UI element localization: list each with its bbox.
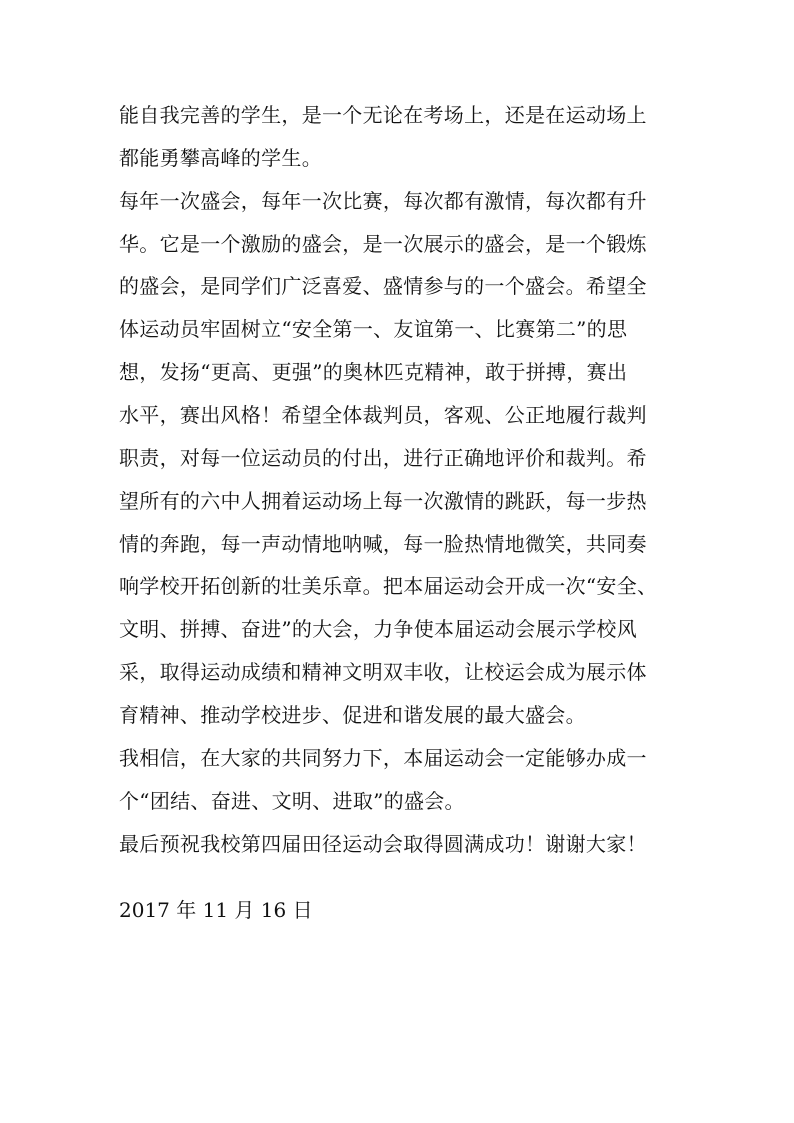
text-line-12: 响学校开拓创新的壮美乐章。把本届运动会开成一次“安全、 <box>119 574 658 598</box>
text-line-8: 水平，赛出风格！希望全体裁判员，客观、公正地履行裁判 <box>119 403 647 427</box>
text-line-18: 最后预祝我校第四届田径运动会取得圆满成功！谢谢大家！ <box>119 832 647 856</box>
text-line-1: 能自我完善的学生，是一个无论在考场上，还是在运动场上 <box>119 103 647 127</box>
text-line-9: 职责，对每一位运动员的付出，进行正确地评价和裁判。希 <box>119 446 647 470</box>
text-line-4: 华。它是一个激励的盛会，是一次展示的盛会，是一个锻炼 <box>119 232 647 256</box>
text-line-10: 望所有的六中人拥着运动场上每一次激情的跳跃，每一步热 <box>119 489 647 513</box>
text-line-14: 采，取得运动成绩和精神文明双丰收，让校运会成为展示体 <box>119 660 647 684</box>
text-line-13: 文明、拼搏、奋进”的大会，力争使本届运动会展示学校风 <box>119 617 638 641</box>
text-line-15: 育精神、推动学校进步、促进和谐发展的最大盛会。 <box>119 703 586 727</box>
text-line-5: 的盛会，是同学们广泛喜爱、盛情参与的一个盛会。希望全 <box>119 274 647 298</box>
text-line-3: 每年一次盛会，每年一次比赛，每次都有激情，每次都有升 <box>119 189 647 213</box>
text-line-6: 体运动员牢固树立“安全第一、友谊第一、比赛第二”的思 <box>119 317 628 341</box>
text-line-11: 情的奔跑，每一声动情地呐喊，每一脸热情地微笑，共同奏 <box>119 532 647 556</box>
text-line-16: 我相信，在大家的共同努力下，本届运动会一定能够办成一 <box>119 746 647 770</box>
text-line-7: 想，发扬“更高、更强”的奥林匹克精神，敢于拼搏，赛出 <box>119 360 628 384</box>
text-line-17: 个“团结、奋进、文明、进取”的盛会。 <box>119 789 465 813</box>
document-date: 2017 年 11 月 16 日 <box>119 898 313 922</box>
text-line-2: 都能勇攀高峰的学生。 <box>119 146 322 170</box>
